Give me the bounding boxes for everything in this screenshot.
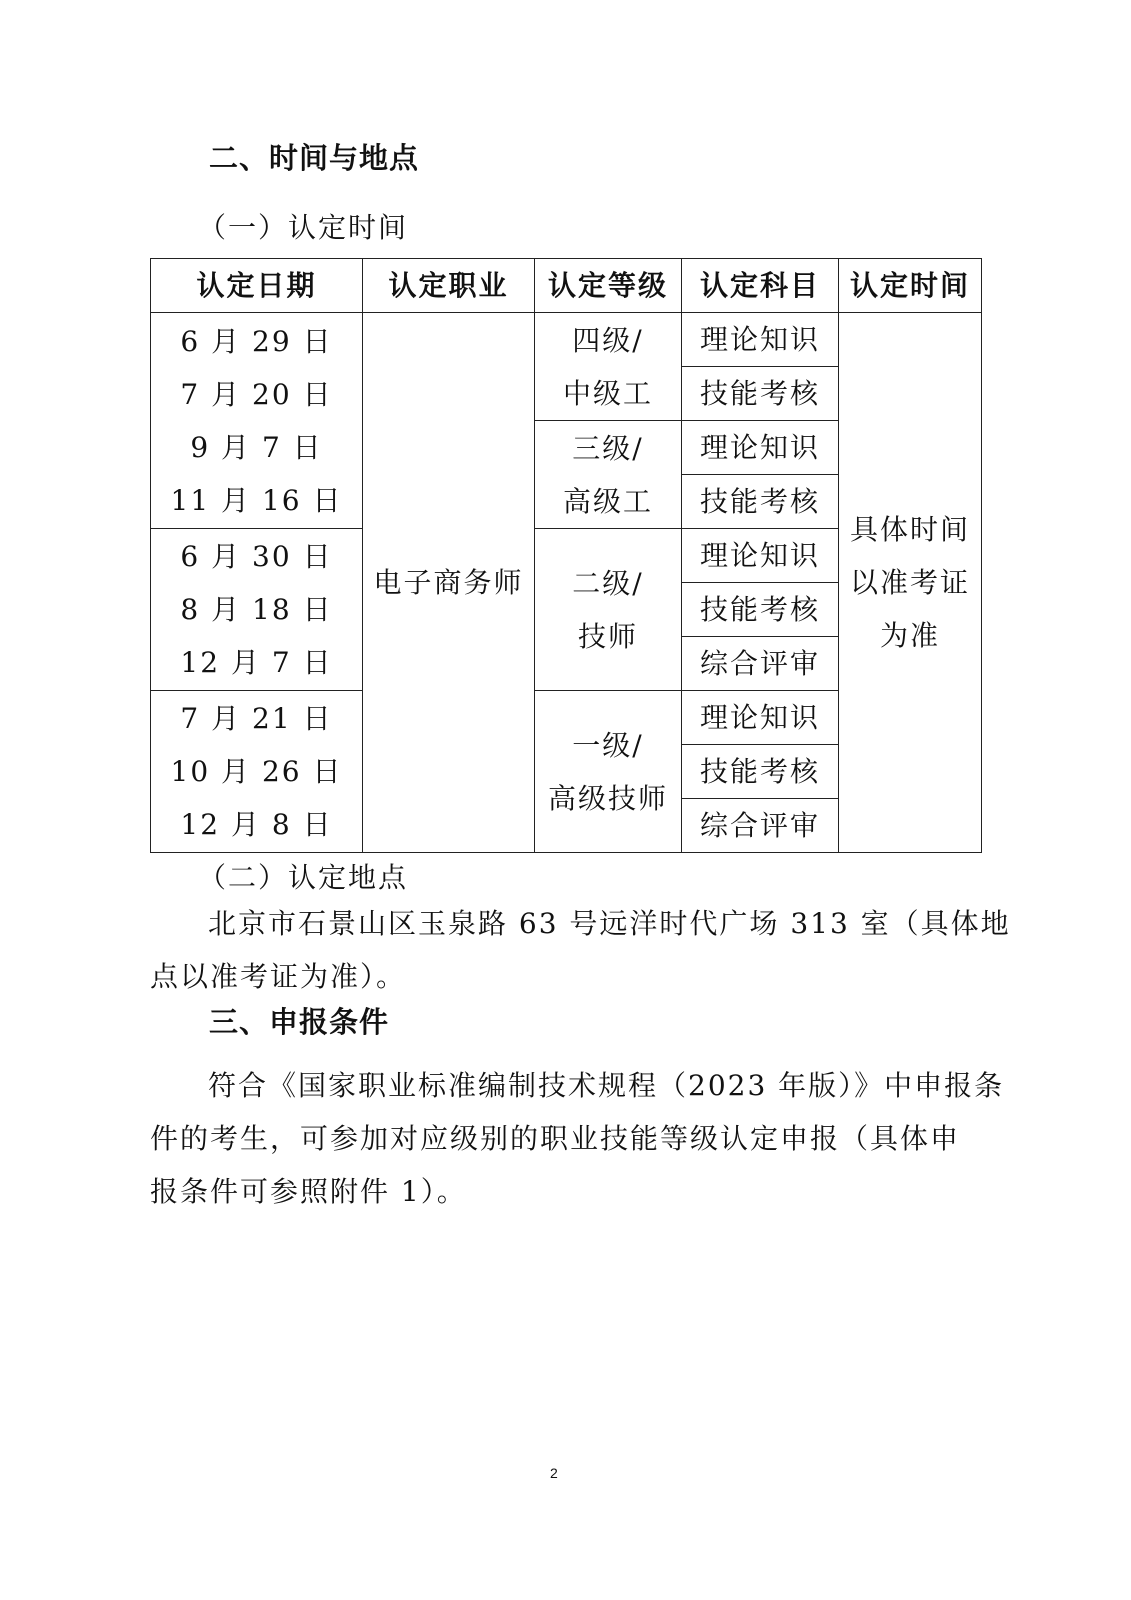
subject-cell: 技能考核 [682, 367, 839, 421]
table-header-row [151, 259, 982, 313]
date-cell: 6 月 29 日 7 月 20 日 9 月 7 日 11 月 16 日 [151, 313, 363, 529]
subject-cell: 综合评审 [682, 799, 839, 853]
table-row [151, 313, 982, 367]
date-cell: 7 月 21 日 10 月 26 日 12 月 8 日 [151, 691, 363, 853]
header-level: 认定等级 [535, 259, 682, 313]
section-2-title: 二、时间与地点 [209, 141, 420, 175]
header-subject: 认定科目 [682, 259, 839, 313]
subject-cell: 技能考核 [682, 745, 839, 799]
time-note-cell: 具体时间 以准考证 为准 [839, 313, 982, 853]
date-cell: 6 月 30 日 8 月 18 日 12 月 7 日 [151, 529, 363, 691]
conditions-line-1: 符合《国家职业标准编制技术规程（2023 年版）》中申报条 [208, 1069, 1005, 1102]
page-number: 2 [550, 1465, 558, 1481]
subject-cell: 综合评审 [682, 637, 839, 691]
section-3-title: 三、申报条件 [209, 1005, 390, 1039]
subject-cell: 理论知识 [682, 529, 839, 583]
subject-cell: 理论知识 [682, 313, 839, 367]
subject-cell: 理论知识 [682, 691, 839, 745]
level-cell: 一级/ 高级技师 [535, 691, 682, 853]
location-line-2: 点以准考证为准）。 [150, 960, 407, 993]
subject-cell: 理论知识 [682, 421, 839, 475]
location-line-1: 北京市石景山区玉泉路 63 号远洋时代广场 313 室（具体地 [208, 907, 1011, 940]
certification-schedule-table [150, 258, 982, 853]
occupation-cell: 电子商务师 [363, 313, 535, 853]
subsection-time-title: （一）认定时间 [198, 211, 409, 244]
level-cell: 四级/ 中级工 [535, 313, 682, 421]
subsection-location-title: （二）认定地点 [198, 861, 409, 894]
header-date: 认定日期 [151, 259, 363, 313]
conditions-line-3: 报条件可参照附件 1）。 [150, 1175, 467, 1208]
level-cell: 二级/ 技师 [535, 529, 682, 691]
subject-cell: 技能考核 [682, 475, 839, 529]
level-cell: 三级/ 高级工 [535, 421, 682, 529]
header-time: 认定时间 [839, 259, 982, 313]
conditions-line-2: 件的考生，可参加对应级别的职业技能等级认定申报（具体申 [150, 1122, 961, 1155]
subject-cell: 技能考核 [682, 583, 839, 637]
header-occupation: 认定职业 [363, 259, 535, 313]
